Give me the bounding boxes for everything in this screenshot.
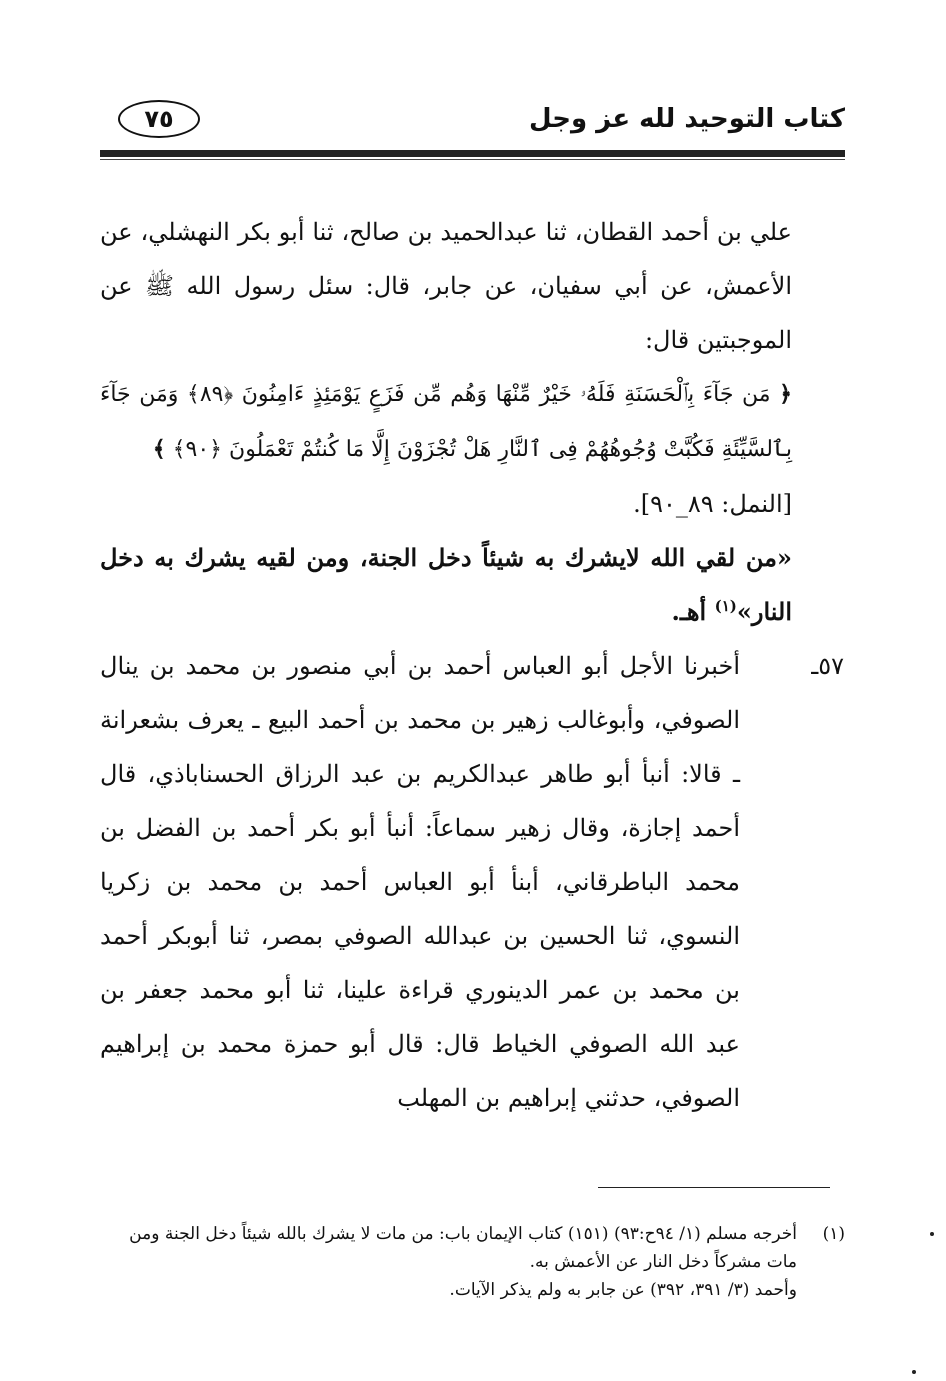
item-number: ٥٧ـ [811,652,844,680]
header-rule-thin [100,159,845,160]
hadith-end: أهـ. [671,597,715,626]
footnote-line-1: أخرجه مسلم (١/ ٩٤ح:٩٣) (١٥١) كتاب الإيمان باب: من مات لا يشرك بالله شيئاً دخل الجنة ومن مات مشركاً دخل النار عن الأعمش به. [129,1224,797,1272]
quran-close-bracket: ﴾ [152,436,166,462]
footnote-1 [100,1220,845,1304]
quran-text: مَن جَآءَ بِٱلْحَسَنَةِ فَلَهُۥ خَيْرٌ مِّنْهَا وَهُم مِّن فَزَعٍ يَوْمَئِذٍ ءَامِنُونَ ﴿٨٩﴾ وَمَن جَآءَ بِٱلسَّيِّئَةِ فَكُبَّتْ وُجُوهُهُمْ فِى ٱلنَّارِ هَلْ تُجْزَوْنَ إِلَّا مَا كُنتُمْ تَعْمَلُونَ ﴿٩٠﴾ [100,382,792,462]
footnote-reference: (١) [714,597,737,615]
footnote-line-2: وأحمد (٣/ ٣٩١، ٣٩٢) عن جابر به ولم يذكر الآيات. [449,1280,797,1300]
hadith-item-57 [100,639,844,1125]
footnote-number: (١) [822,1224,845,1244]
item-text: أخبرنا الأجل أبو العباس أحمد بن أبي منصور بن محمد بن ينال الصوفي، وأبوغالب زهير بن محمد بن أحمد البيع ـ يعرف بشعرانة ـ قالا: أنبأ أبو طاهر عبدالكريم بن عبد الرزاق الحسناباذي، قال أحمد إجازة، وقال زهير سماعاً: أنبأ أبو بكر أحمد بن الفضل بن محمد الباطرقاني، أبنأ أبو العباس أحمد بن محمد بن زكريا النسوي، ثنا الحسين بن عبدالله الصوفي بمصر، ثنا أبوبكر أحمد بن محمد بن عمر الدينوري قراءة علينا، ثنا أبو محمد جعفر بن عبد الله الصوفي الخياط قال: قال أبو حمزة محمد بن إبراهيم الصوفي، حدثني إبراهيم بن المهلب [100,652,741,1112]
footnotes [100,1220,845,1304]
header-rule [100,150,845,157]
hadith-quote: «من لقي الله لايشرك به شيئاً دخل الجنة، ومن لقيه يشرك به دخل النار» [100,543,792,626]
hadith-paragraph [100,531,792,639]
margin-dot [912,1370,916,1374]
running-header [100,90,845,150]
quran-reference: [النمل: ٨٩_٩٠]. [633,490,792,518]
quran-open-bracket: ﴿ [779,381,792,407]
page-number: ٧٥ [118,100,200,138]
footnote-separator [598,1187,830,1188]
book-title: كتاب التوحيد لله عز وجل [529,104,845,134]
quran-verse [100,367,792,477]
main-text [100,205,844,1125]
margin-dot [930,1232,934,1236]
isnad-paragraph: علي بن أحمد القطان، ثنا عبدالحميد بن صالح، ثنا أبو بكر النهشلي، عن الأعمش، عن أبي سفيان، عن جابر، قال: سئل رسول الله ﷺ عن الموجبتين قال: [100,218,792,354]
footnote-text [100,1220,797,1304]
